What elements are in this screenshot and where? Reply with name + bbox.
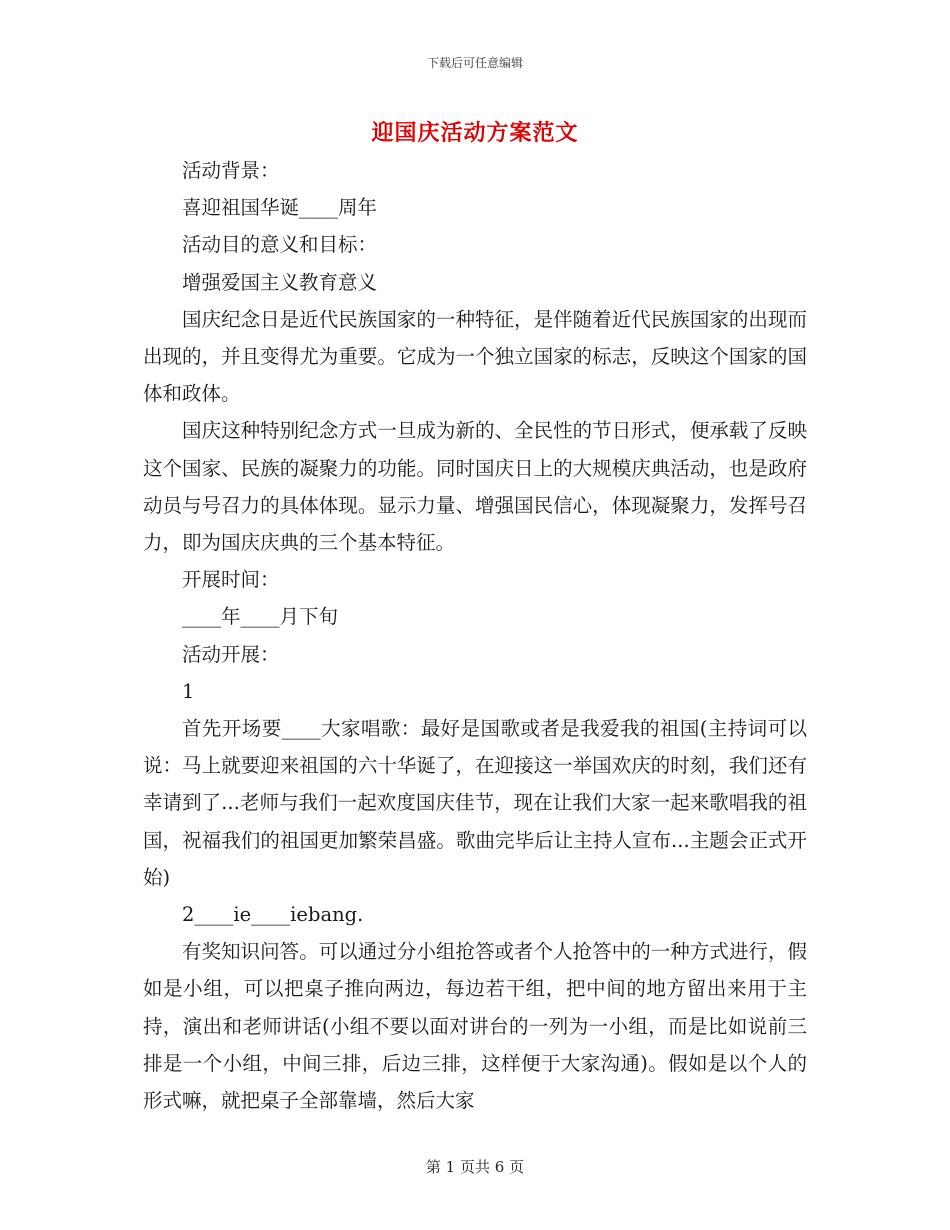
- paragraph: 活动开展：: [182, 642, 280, 666]
- paragraph: 活动目的意义和目标：: [182, 233, 378, 257]
- paragraph: 喜迎祖国华诞____周年: [182, 196, 378, 220]
- paragraph: 增强爱国主义教育意义: [182, 270, 378, 294]
- paragraph: 国庆这种特别纪念方式一旦成为新的、全民性的节日形式，便承载了反映这个国家、民族的凝聚力的功能。同时国庆日上的大规模庆典活动，也是政府动员与号召力的具体体现。显示力量、增强国民信心，体现凝聚力，发挥号召力，即为国庆庆典的三个基本特征。: [143, 419, 807, 555]
- paragraph: 首先开场要____大家唱歌：最好是国歌或者是我爱我的祖国(主持词可以说：马上就要迎来祖国的六十华诞了，在迎接这一举国欢庆的时刻，我们还有幸请到了...老师与我们一起欢度国庆佳节，现在让我们大家一起来歌唱我的祖国，祝福我们的祖国更加繁荣昌盛。歌曲完毕后让主持人宣布...主题会正式开始): [143, 717, 807, 889]
- paragraph: 1: [182, 679, 195, 703]
- paragraph: ____年____月下旬: [182, 605, 339, 629]
- paragraph: 国庆纪念日是近代民族国家的一种特征，是伴随着近代民族国家的出现而出现的，并且变得尤为重要。它成为一个独立国家的标志，反映这个国家的国体和政体。: [143, 307, 807, 406]
- paragraph: 活动背景：: [182, 159, 280, 182]
- page-footer: 第 1 页共 6 页: [425, 1158, 525, 1176]
- page-header: 下载后可任意编辑: [426, 56, 523, 70]
- document-title: 迎国庆活动方案范文: [371, 120, 579, 146]
- paragraph: 有奖知识问答。可以通过分小组抢答或者个人抢答中的一种方式进行，假如是小组，可以把桌子推向两边，每边若干组，把中间的地方留出来用于主持，演出和老师讲话(小组不要以面对讲台的一列为一小组，而是比如说前三排是一个小组，中间三排，后边三排，这样便于大家沟通)。假如是以个人的形式嘛，就把桌子全部靠墙，然后大家: [143, 940, 807, 1113]
- document-body: [143, 152, 807, 1119]
- paragraph: 开展时间：: [182, 568, 280, 592]
- paragraph: 2____ie____iebang.: [182, 903, 364, 927]
